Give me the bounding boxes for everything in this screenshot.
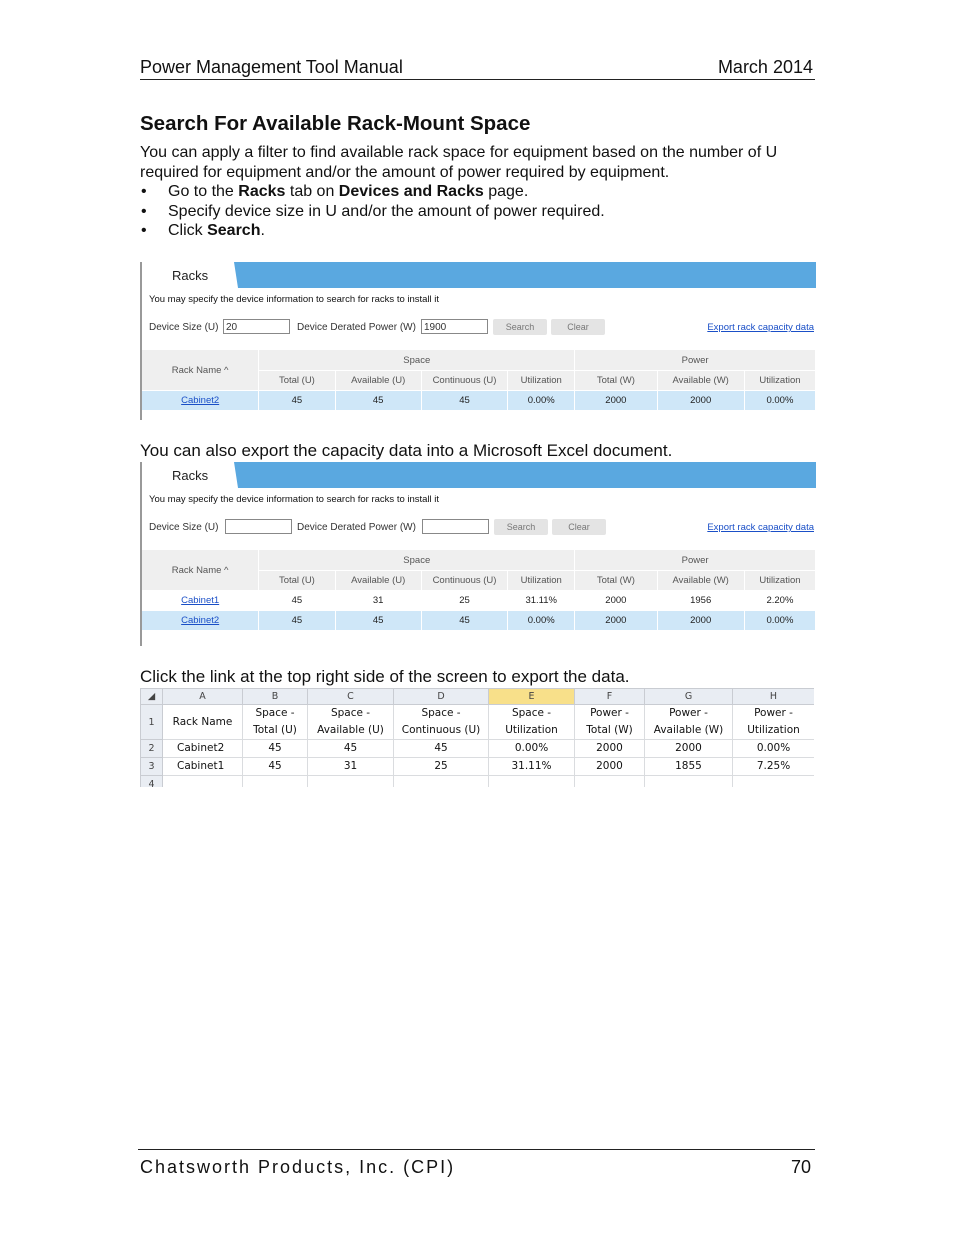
- search-hint: You may specify the device information to search for racks to install it: [149, 294, 440, 305]
- column-header[interactable]: Utilization: [508, 371, 575, 391]
- column-header[interactable]: Continuous (U): [421, 571, 507, 591]
- cell[interactable]: 31.11%: [489, 758, 575, 776]
- racks-table: [142, 350, 816, 411]
- rack-link[interactable]: Cabinet2: [181, 395, 220, 406]
- column-header[interactable]: Utilization: [744, 371, 815, 391]
- cell[interactable]: Rack Name: [163, 705, 243, 740]
- clear-button[interactable]: Clear: [552, 519, 606, 535]
- row-number[interactable]: 3: [141, 758, 163, 776]
- page-number: 70: [790, 1157, 811, 1177]
- table-cell: 25: [421, 591, 507, 611]
- cell[interactable]: 2000: [575, 758, 645, 776]
- cell[interactable]: 2000: [645, 740, 733, 758]
- space-group-header: Space: [259, 550, 575, 571]
- device-size-label: Device Size (U): [149, 322, 219, 333]
- cell[interactable]: 2000: [575, 740, 645, 758]
- excel-paragraph: Click the link at the top right side of the screen to export the data.: [140, 667, 630, 686]
- column-header[interactable]: Available (W): [657, 371, 744, 391]
- table-row: [141, 705, 815, 740]
- rack-link[interactable]: Cabinet2: [181, 615, 220, 626]
- device-size-input[interactable]: 20: [223, 319, 290, 334]
- cell[interactable]: Power - Available (W): [645, 705, 733, 740]
- column-header[interactable]: Available (U): [335, 571, 421, 591]
- tab-racks[interactable]: Racks: [172, 468, 209, 483]
- column-header[interactable]: Total (W): [575, 371, 657, 391]
- table-cell: 0.00%: [744, 391, 815, 411]
- column-letter[interactable]: A: [163, 689, 243, 705]
- table-row: [141, 740, 815, 758]
- cell[interactable]: 45: [243, 758, 308, 776]
- clear-button[interactable]: Clear: [551, 319, 605, 335]
- row-number[interactable]: 4: [141, 776, 163, 788]
- rack-name-header[interactable]: Rack Name ^: [142, 550, 259, 591]
- racks-panel-export: [140, 462, 816, 646]
- device-size-input[interactable]: [225, 519, 292, 534]
- column-letter[interactable]: H: [733, 689, 815, 705]
- table-cell: 31.11%: [508, 591, 575, 611]
- cell[interactable]: 0.00%: [733, 740, 815, 758]
- power-group-header: Power: [575, 350, 816, 371]
- column-header[interactable]: Total (U): [259, 371, 335, 391]
- table-cell: 2.20%: [744, 591, 815, 611]
- row-number[interactable]: 2: [141, 740, 163, 758]
- table-cell: 0.00%: [508, 611, 575, 631]
- device-size-label: Device Size (U): [149, 522, 219, 533]
- cell[interactable]: [489, 776, 575, 788]
- column-header[interactable]: Utilization: [508, 571, 575, 591]
- cell[interactable]: [645, 776, 733, 788]
- sort-icon: ^: [224, 564, 229, 576]
- excel-grid: [140, 688, 814, 787]
- cell[interactable]: [733, 776, 815, 788]
- cell[interactable]: 45: [308, 740, 394, 758]
- cell[interactable]: [243, 776, 308, 788]
- steps-list: [140, 182, 605, 241]
- search-button[interactable]: Search: [493, 319, 547, 335]
- excel-sheet: [140, 688, 814, 787]
- tab-racks[interactable]: Racks: [172, 268, 209, 283]
- table-row: [142, 391, 816, 411]
- cell[interactable]: 45: [243, 740, 308, 758]
- power-input[interactable]: [422, 519, 489, 534]
- table-row: [142, 591, 816, 611]
- column-letter[interactable]: G: [645, 689, 733, 705]
- column-header[interactable]: Utilization: [744, 571, 815, 591]
- column-letter[interactable]: C: [308, 689, 394, 705]
- racks-panel-search: [140, 262, 816, 420]
- table-cell: 45: [259, 391, 335, 411]
- cell[interactable]: [394, 776, 489, 788]
- table-cell: 2000: [575, 591, 657, 611]
- cell[interactable]: 45: [394, 740, 489, 758]
- column-header[interactable]: Total (W): [575, 571, 657, 591]
- table-cell: 45: [335, 611, 421, 631]
- table-cell: 45: [259, 611, 335, 631]
- column-letter[interactable]: E: [489, 689, 575, 705]
- cell[interactable]: 0.00%: [489, 740, 575, 758]
- rack-name-header[interactable]: Rack Name ^: [142, 350, 259, 391]
- cell[interactable]: [575, 776, 645, 788]
- power-input[interactable]: 1900: [421, 319, 488, 334]
- cell[interactable]: Cabinet2: [163, 740, 243, 758]
- export-link[interactable]: Export rack capacity data: [707, 322, 814, 333]
- intro-paragraph: You can apply a filter to find available rack space for equipment based on the number of U required for equipment and/or the amount of power required by equipment.: [140, 144, 778, 181]
- cell[interactable]: 1855: [645, 758, 733, 776]
- section-title: Search For Available Rack-Mount Space: [140, 112, 531, 135]
- cell[interactable]: Space - Continuous (U): [394, 705, 489, 740]
- table-cell: 2000: [575, 391, 657, 411]
- sort-icon: ^: [224, 364, 229, 376]
- space-group-header: Space: [259, 350, 575, 371]
- table-cell: 45: [421, 611, 507, 631]
- page-header: [140, 56, 815, 80]
- column-header[interactable]: Available (W): [657, 571, 744, 591]
- manual-title: Power Management Tool Manual: [140, 57, 403, 77]
- cell[interactable]: 25: [394, 758, 489, 776]
- column-letter[interactable]: D: [394, 689, 489, 705]
- list-item: • Specify device size in U and/or the amount of power required.: [141, 202, 605, 220]
- table-cell: 2000: [575, 611, 657, 631]
- power-label: Device Derated Power (W): [297, 322, 416, 333]
- cell[interactable]: Power - Total (W): [575, 705, 645, 740]
- row-number[interactable]: 1: [141, 705, 163, 740]
- list-item: • Go to the Racks tab on Devices and Racks page.: [141, 183, 529, 200]
- cell[interactable]: Space - Available (U): [308, 705, 394, 740]
- export-paragraph: You can also export the capacity data into a Microsoft Excel document.: [140, 441, 673, 460]
- cell[interactable]: [308, 776, 394, 788]
- column-header[interactable]: Total (U): [259, 571, 335, 591]
- table-row: [142, 611, 816, 631]
- power-group-header: Power: [575, 550, 816, 571]
- column-letter[interactable]: B: [243, 689, 308, 705]
- cell[interactable]: Space - Total (U): [243, 705, 308, 740]
- cell[interactable]: Space - Utilization: [489, 705, 575, 740]
- table-cell: 2000: [657, 611, 744, 631]
- page-footer: [140, 1157, 813, 1178]
- table-cell: 31: [335, 591, 421, 611]
- cell[interactable]: 7.25%: [733, 758, 815, 776]
- cell[interactable]: 31: [308, 758, 394, 776]
- table-cell: 45: [421, 391, 507, 411]
- footer-divider: [138, 1149, 815, 1150]
- table-cell: 45: [335, 391, 421, 411]
- column-header[interactable]: Continuous (U): [421, 371, 507, 391]
- search-hint: You may specify the device information to search for racks to install it: [149, 494, 440, 505]
- cell[interactable]: Cabinet1: [163, 758, 243, 776]
- export-link[interactable]: Export rack capacity data: [707, 522, 814, 533]
- column-header[interactable]: Available (U): [335, 371, 421, 391]
- rack-link[interactable]: Cabinet1: [181, 595, 220, 606]
- column-letter[interactable]: F: [575, 689, 645, 705]
- manual-date: March 2014: [717, 57, 813, 77]
- cell[interactable]: Power - Utilization: [733, 705, 815, 740]
- table-cell: 0.00%: [744, 611, 815, 631]
- select-all-corner[interactable]: ◢: [141, 689, 163, 705]
- table-cell: 1956: [657, 591, 744, 611]
- table-cell: 0.00%: [508, 391, 575, 411]
- table-cell: 2000: [657, 391, 744, 411]
- list-item: • Click Search.: [141, 222, 265, 239]
- table-cell: 45: [259, 591, 335, 611]
- power-label: Device Derated Power (W): [297, 522, 416, 533]
- racks-table: [142, 550, 816, 631]
- company-name: Chatsworth Products, Inc. (CPI): [140, 1157, 456, 1177]
- table-row: [141, 758, 815, 776]
- cell[interactable]: [163, 776, 243, 788]
- table-row: [141, 776, 815, 788]
- search-button[interactable]: Search: [494, 519, 548, 535]
